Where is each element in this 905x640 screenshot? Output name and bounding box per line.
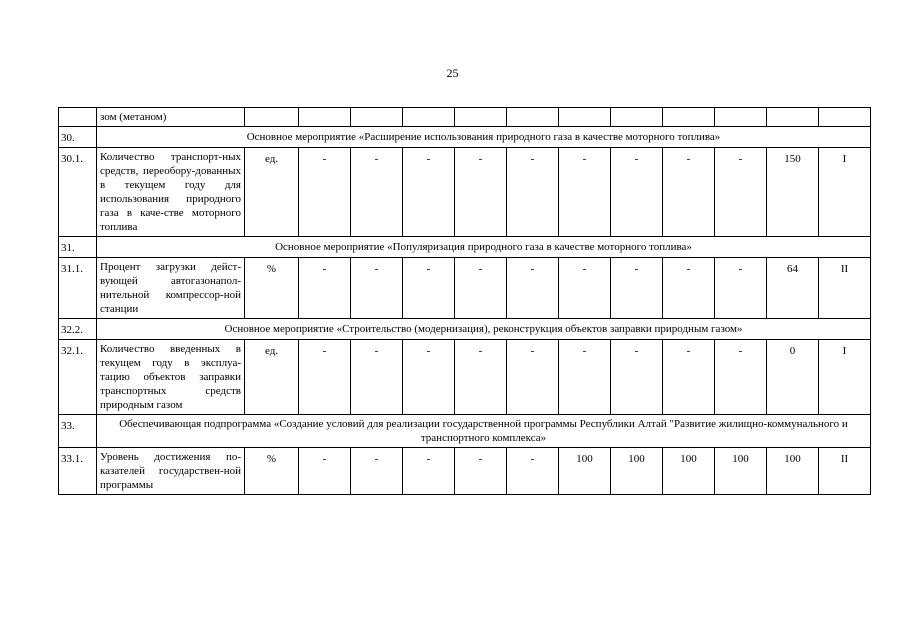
indicator-value: - (403, 448, 455, 495)
indicator-value: 100 (715, 448, 767, 495)
indicator-value: - (715, 258, 767, 319)
indicator-value: 64 (767, 258, 819, 319)
continuation-row (59, 108, 871, 127)
indicator-value: - (455, 340, 507, 415)
cell-empty (455, 108, 507, 127)
table-body (59, 108, 871, 495)
section-number: 31. (59, 237, 97, 258)
indicator-value: - (663, 148, 715, 237)
indicator-value: - (715, 148, 767, 237)
section-title: Основное мероприятие «Расширение использования природного газа в качестве моторного топлива» (97, 127, 871, 148)
section-number: 33. (59, 415, 97, 448)
section-row (59, 319, 871, 340)
indicator-number: 33.1. (59, 448, 97, 495)
indicator-value: - (715, 340, 767, 415)
indicator-unit: % (245, 448, 299, 495)
indicator-value: - (663, 340, 715, 415)
cell-empty (403, 108, 455, 127)
indicator-value: - (351, 340, 403, 415)
cell-empty (59, 108, 97, 127)
indicator-value: - (299, 340, 351, 415)
indicator-value: - (559, 148, 611, 237)
indicator-value: - (403, 148, 455, 237)
indicator-value: - (507, 148, 559, 237)
section-number: 30. (59, 127, 97, 148)
indicator-value: - (351, 148, 403, 237)
indicator-value: - (299, 258, 351, 319)
section-title: Основное мероприятие «Строительство (модернизация), реконструкция объектов заправки природным газом» (97, 319, 871, 340)
indicator-row (59, 448, 871, 495)
section-title: Основное мероприятие «Популяризация природного газа в качестве моторного топлива» (97, 237, 871, 258)
indicator-value: 100 (611, 448, 663, 495)
section-number: 32.2. (59, 319, 97, 340)
indicator-value: - (559, 258, 611, 319)
section-row (59, 237, 871, 258)
indicator-value: - (611, 258, 663, 319)
cell-empty (611, 108, 663, 127)
cell-empty (663, 108, 715, 127)
indicator-value: - (611, 148, 663, 237)
indicator-value: 100 (559, 448, 611, 495)
indicator-priority: II (819, 258, 871, 319)
cell-empty (299, 108, 351, 127)
indicator-value: - (507, 258, 559, 319)
cell-empty (819, 108, 871, 127)
indicator-unit: % (245, 258, 299, 319)
cell-empty (351, 108, 403, 127)
indicator-name: Процент загрузки дейст-вующей автогазонапол-нительной компрессор-ной станции (97, 258, 245, 319)
indicator-value: - (507, 448, 559, 495)
indicator-value: 0 (767, 340, 819, 415)
cell-empty (767, 108, 819, 127)
section-row (59, 127, 871, 148)
indicator-value: - (507, 340, 559, 415)
indicators-table (58, 107, 871, 495)
indicator-value: - (663, 258, 715, 319)
page-number: 25 (446, 66, 459, 80)
indicator-name: Количество транспорт-ных средств, переобору-дованных в текущем году для использования природного газа в каче-стве моторного топлива (97, 148, 245, 237)
indicator-value: - (403, 340, 455, 415)
indicator-unit: ед. (245, 340, 299, 415)
indicator-value: - (455, 448, 507, 495)
indicator-name: Уровень достижения по-казателей государствен-ной программы (97, 448, 245, 495)
indicator-value: - (455, 148, 507, 237)
continuation-text: зом (метаном) (97, 108, 245, 127)
indicator-unit: ед. (245, 148, 299, 237)
cell-empty (245, 108, 299, 127)
indicator-value: 100 (663, 448, 715, 495)
indicator-value: - (299, 448, 351, 495)
indicator-value: - (403, 258, 455, 319)
indicator-row (59, 148, 871, 237)
indicator-priority: I (819, 148, 871, 237)
indicator-name: Количество введенных в текущем году в эксплуа-тацию объектов заправки транспортных средств природным газом (97, 340, 245, 415)
indicator-number: 30.1. (59, 148, 97, 237)
cell-empty (507, 108, 559, 127)
indicator-number: 31.1. (59, 258, 97, 319)
indicator-number: 32.1. (59, 340, 97, 415)
indicator-priority: II (819, 448, 871, 495)
cell-empty (715, 108, 767, 127)
section-row (59, 415, 871, 448)
indicator-value: 100 (767, 448, 819, 495)
indicator-value: - (351, 258, 403, 319)
indicator-priority: I (819, 340, 871, 415)
indicator-value: - (455, 258, 507, 319)
indicator-value: - (611, 340, 663, 415)
indicator-value: - (351, 448, 403, 495)
indicator-row (59, 340, 871, 415)
indicator-value: - (299, 148, 351, 237)
indicator-row (59, 258, 871, 319)
indicator-value: - (559, 340, 611, 415)
section-title: Обеспечивающая подпрограмма «Создание условий для реализации государственной программы Республики Алтай "Развитие жилищно-коммунального и транспортного комплекса» (97, 415, 871, 448)
indicator-value: 150 (767, 148, 819, 237)
cell-empty (559, 108, 611, 127)
